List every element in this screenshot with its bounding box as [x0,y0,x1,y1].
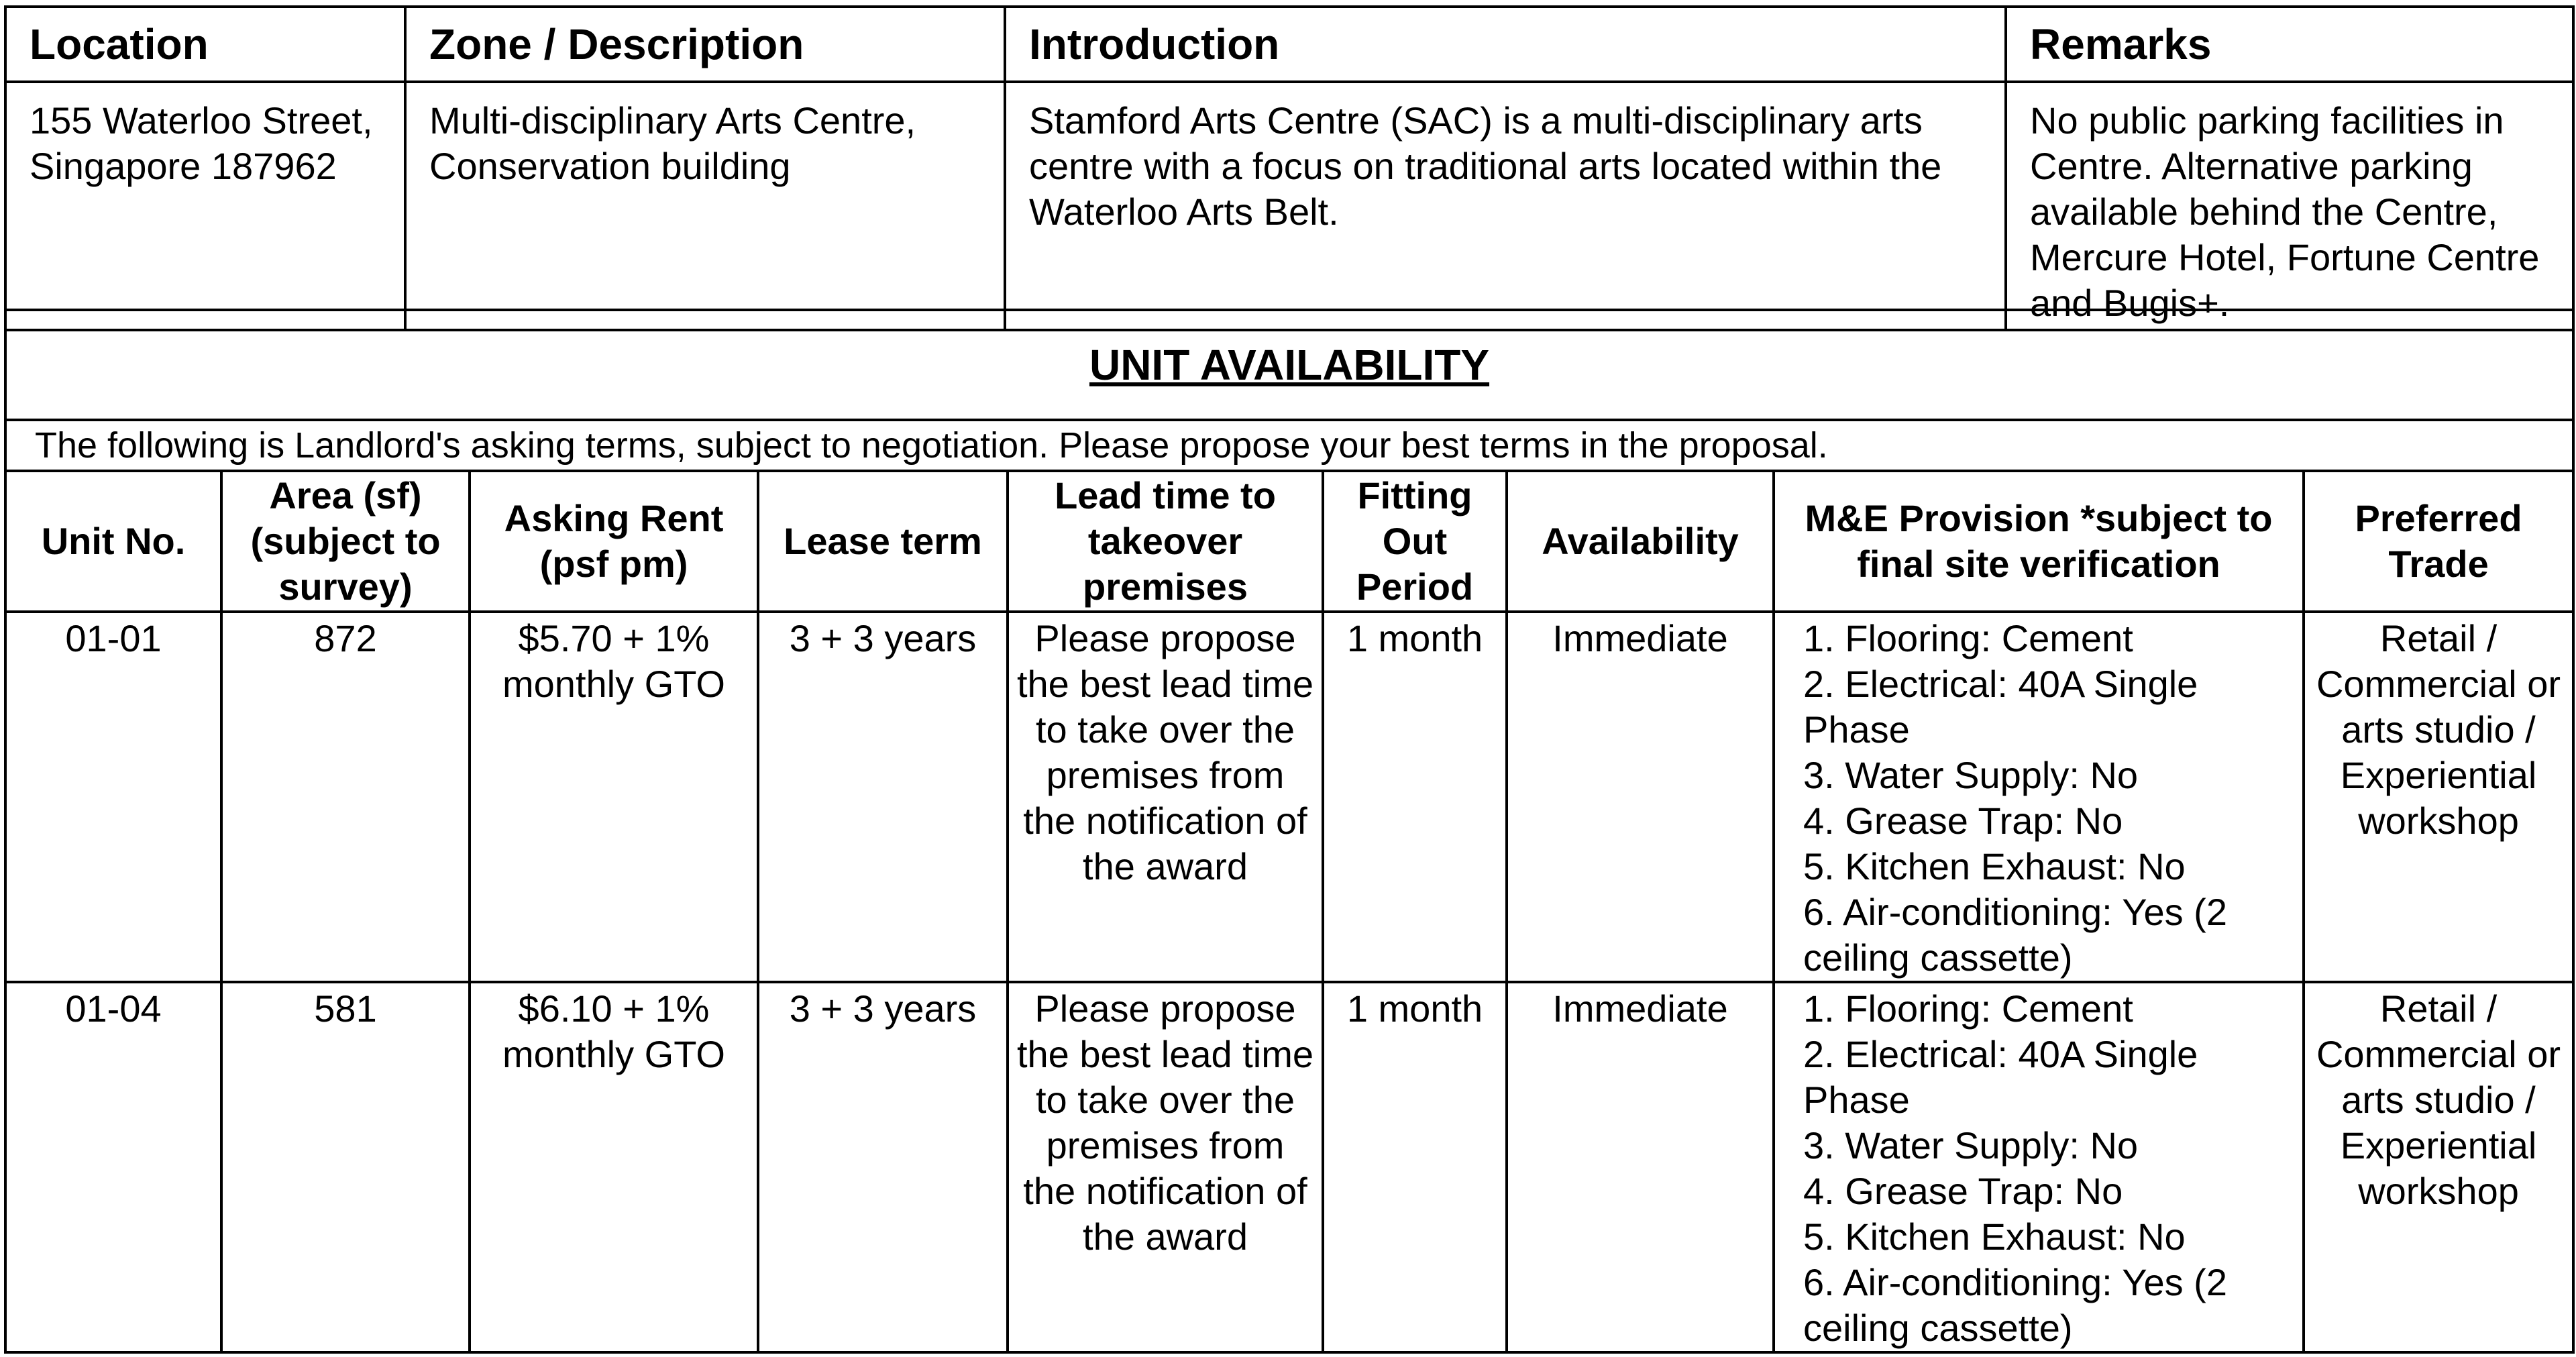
availability-cell: Immediate [1507,982,1774,1352]
asking-terms-note: The following is Landlord's asking terms, subject to negotiation. Please propose your best terms in the proposal. [5,420,2573,471]
info-row [5,82,2573,330]
me-water-supply: 3. Water Supply: No [1803,1124,2139,1166]
me-electrical: 2. Electrical: 40A Single Phase [1803,1033,2198,1121]
unit-availability-table [4,309,2575,1354]
asking-rent-cell: $5.70 + 1% monthly GTO [470,612,758,982]
unit-note-row [5,420,2573,471]
preferred-trade-cell: Retail / Commercial or arts studio / Experiential workshop [2304,982,2573,1352]
area-cell: 581 [221,982,470,1352]
lease-term-cell: 3 + 3 years [758,612,1008,982]
me-grease-trap: 4. Grease Trap: No [1803,1170,2123,1212]
asking-rent-cell: $6.10 + 1% monthly GTO [470,982,758,1352]
lead-time-cell: Please propose the best lead time to take over the premises from the notification of the award [1008,612,1323,982]
info-header-row [5,7,2573,82]
unit-header-row [5,471,2573,612]
me-water-supply: 3. Water Supply: No [1803,754,2139,796]
me-provision-cell [1774,982,2304,1352]
property-info-table [4,5,2575,331]
introduction-cell: Stamford Arts Centre (SAC) is a multi-disciplinary arts centre with a focus on traditional arts located within the Waterloo Arts Belt. [1005,82,2006,330]
introduction-header: Introduction [1005,7,2006,82]
lead-time-cell: Please propose the best lead time to take over the premises from the notification of the award [1008,982,1323,1352]
unit-title-row [5,310,2573,420]
me-air-conditioning: 6. Air-conditioning: Yes (2 ceiling cassette) [1803,1261,2227,1349]
remarks-cell: No public parking facilities in Centre. Alternative parking available behind the Centre, Mercure Hotel, Fortune Centre and Bugis+. [2006,82,2573,330]
me-flooring: 1. Flooring: Cement [1803,617,2133,659]
zone-header: Zone / Description [405,7,1005,82]
me-provision-cell [1774,612,2304,982]
unit-availability-title: UNIT AVAILABILITY [5,310,2573,420]
area-cell: 872 [221,612,470,982]
fitting-out-cell: 1 month [1323,612,1507,982]
location-header: Location [5,7,405,82]
fitting-out-header: Fitting Out Period [1323,471,1507,612]
me-flooring: 1. Flooring: Cement [1803,987,2133,1030]
availability-cell: Immediate [1507,612,1774,982]
preferred-trade-cell: Retail / Commercial or arts studio / Experiential workshop [2304,612,2573,982]
unit-no-cell: 01-04 [5,982,221,1352]
unit-no-header: Unit No. [5,471,221,612]
remarks-header: Remarks [2006,7,2573,82]
me-kitchen-exhaust: 5. Kitchen Exhaust: No [1803,1215,2186,1258]
me-air-conditioning: 6. Air-conditioning: Yes (2 ceiling cassette) [1803,891,2227,979]
me-grease-trap: 4. Grease Trap: No [1803,800,2123,842]
unit-no-cell: 01-01 [5,612,221,982]
lead-time-header: Lead time to takeover premises [1008,471,1323,612]
availability-header: Availability [1507,471,1774,612]
fitting-out-cell: 1 month [1323,982,1507,1352]
me-kitchen-exhaust: 5. Kitchen Exhaust: No [1803,845,2186,887]
table-row [5,612,2573,982]
table-row [5,982,2573,1352]
area-header: Area (sf) (subject to survey) [221,471,470,612]
location-cell: 155 Waterloo Street, Singapore 187962 [5,82,405,330]
me-electrical: 2. Electrical: 40A Single Phase [1803,663,2198,751]
zone-cell: Multi-disciplinary Arts Centre, Conservation building [405,82,1005,330]
me-provision-header: M&E Provision *subject to final site verification [1774,471,2304,612]
asking-rent-header: Asking Rent (psf pm) [470,471,758,612]
lease-term-cell: 3 + 3 years [758,982,1008,1352]
lease-term-header: Lease term [758,471,1008,612]
preferred-trade-header: Preferred Trade [2304,471,2573,612]
